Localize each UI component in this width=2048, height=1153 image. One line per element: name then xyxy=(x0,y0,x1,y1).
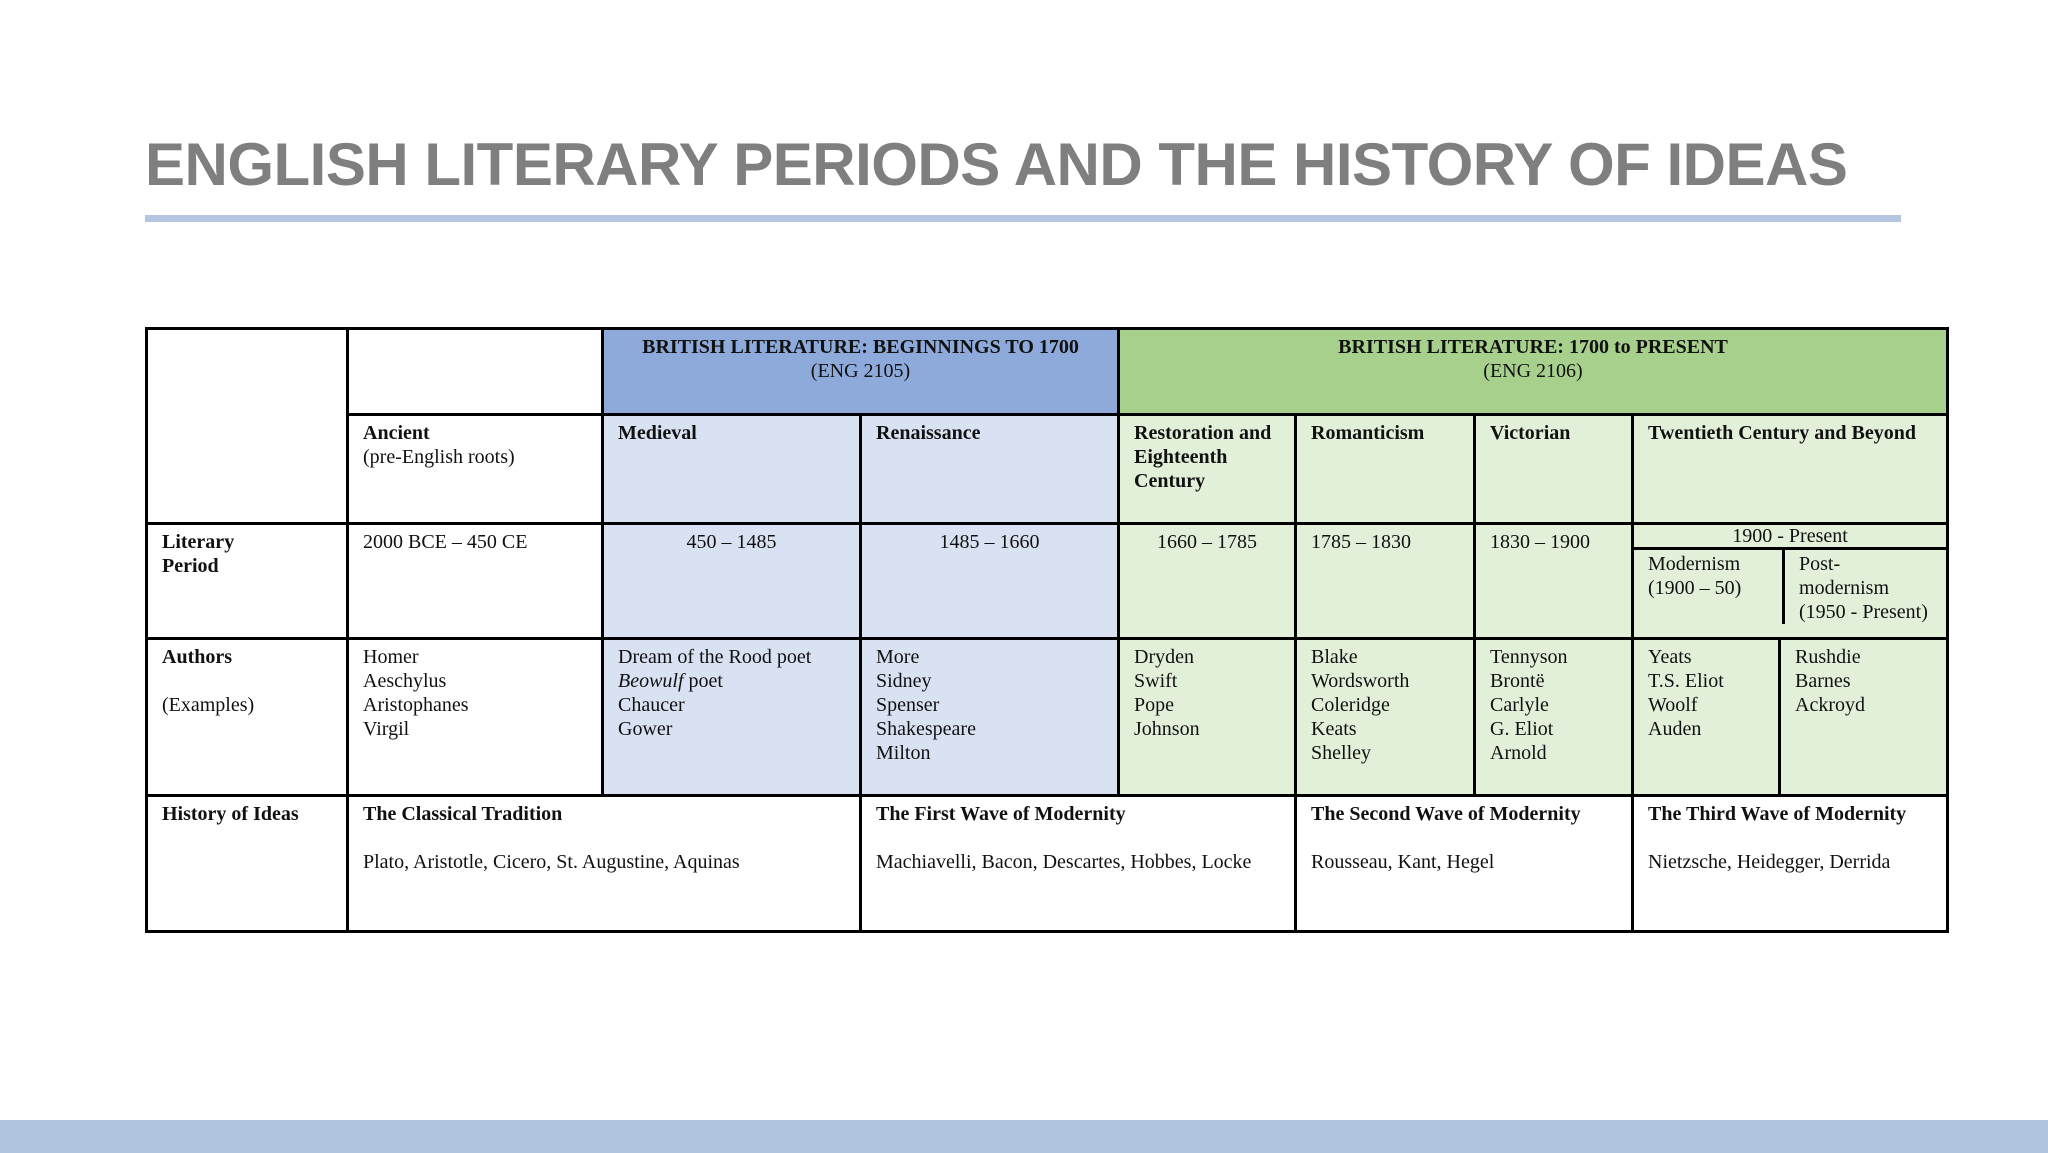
ideas-thinkers: Plato, Aristotle, Cicero, St. Augustine, Aquinas xyxy=(363,851,740,873)
course-header-row xyxy=(147,329,1948,415)
author-name: Shelley xyxy=(1311,742,1372,764)
dates-medieval: 450 – 1485 xyxy=(603,524,861,639)
literary-period-row xyxy=(147,524,1948,639)
author-name: Rushdie xyxy=(1795,646,1861,668)
blank-header-cell xyxy=(348,329,603,415)
author-name: Gower xyxy=(618,718,673,740)
postmodernism-cell xyxy=(1785,550,1942,624)
ideas-third-wave xyxy=(1633,796,1948,932)
modernism-name: Modernism xyxy=(1648,553,1741,575)
author-name: Yeats xyxy=(1648,646,1692,668)
postmodernism-line2: modernism xyxy=(1799,577,1890,599)
author-beowulf xyxy=(618,669,845,693)
course-code: (ENG 2105) xyxy=(810,360,911,382)
beowulf-suffix: poet xyxy=(683,670,723,692)
author-name: Sidney xyxy=(876,670,932,692)
literary-periods-table xyxy=(145,327,1949,933)
author-name: Barnes xyxy=(1795,670,1851,692)
period-ancient xyxy=(348,415,603,524)
author-name: Spenser xyxy=(876,694,940,716)
author-name: Dream of the Rood poet xyxy=(618,646,812,668)
author-name: Aeschylus xyxy=(363,670,447,692)
course-code: (ENG 2106) xyxy=(1483,360,1583,382)
authors-restoration xyxy=(1119,639,1296,796)
ideas-first-wave xyxy=(861,796,1296,932)
footer-bar xyxy=(0,1120,2048,1153)
row-label-literary-period: Literary Period xyxy=(147,524,348,639)
course-title: BRITISH LITERATURE: BEGINNINGS TO 1700 xyxy=(642,336,1079,358)
authors-label: Authors xyxy=(162,646,233,668)
author-name: Tennyson xyxy=(1490,646,1568,668)
author-name: More xyxy=(876,646,920,668)
authors-renaissance xyxy=(861,639,1119,796)
dates-restoration: 1660 – 1785 xyxy=(1119,524,1296,639)
period-renaissance: Renaissance xyxy=(861,415,1119,524)
author-name: Dryden xyxy=(1134,646,1194,668)
postmodernism-dates: (1950 - Present) xyxy=(1799,601,1928,623)
author-name: Aristophanes xyxy=(363,694,469,716)
period-name-row xyxy=(147,415,1948,524)
authors-ancient xyxy=(348,639,603,796)
ideas-second-wave xyxy=(1296,796,1633,932)
dates-victorian: 1830 – 1900 xyxy=(1475,524,1633,639)
author-name: Woolf xyxy=(1648,694,1698,716)
author-name: Carlyle xyxy=(1490,694,1549,716)
history-of-ideas-row xyxy=(147,796,1948,932)
period-name: Ancient xyxy=(363,422,430,444)
author-name: Virgil xyxy=(363,718,410,740)
course-title: BRITISH LITERATURE: 1700 to PRESENT xyxy=(1338,336,1728,358)
row-label-history-of-ideas: History of Ideas xyxy=(147,796,348,932)
dates-ancient: 2000 BCE – 450 CE xyxy=(348,524,603,639)
title-underline xyxy=(145,215,1901,222)
period-twentieth: Twentieth Century and Beyond xyxy=(1633,415,1948,524)
author-name: Blake xyxy=(1311,646,1358,668)
authors-row xyxy=(147,639,1948,796)
author-name: Wordsworth xyxy=(1311,670,1410,692)
author-name: Milton xyxy=(876,742,931,764)
row-label-authors xyxy=(147,639,348,796)
modernism-dates: (1900 – 50) xyxy=(1648,577,1742,599)
period-victorian: Victorian xyxy=(1475,415,1633,524)
period-medieval: Medieval xyxy=(603,415,861,524)
authors-note: (Examples) xyxy=(162,694,255,716)
ideas-thinkers: Rousseau, Kant, Hegel xyxy=(1311,851,1495,873)
author-name: Pope xyxy=(1134,694,1175,716)
course-header-early xyxy=(603,329,1119,415)
beowulf-title: Beowulf xyxy=(618,670,684,692)
period-romanticism: Romanticism xyxy=(1296,415,1475,524)
author-name: Keats xyxy=(1311,718,1357,740)
ideas-title: The Second Wave of Modernity xyxy=(1311,803,1581,825)
author-name: Coleridge xyxy=(1311,694,1390,716)
author-name: Brontë xyxy=(1490,670,1545,692)
authors-romanticism xyxy=(1296,639,1475,796)
slide-title: ENGLISH LITERARY PERIODS AND THE HISTORY OF IDEAS xyxy=(145,131,1848,198)
ideas-title: The First Wave of Modernity xyxy=(876,803,1126,825)
author-name: Chaucer xyxy=(618,694,685,716)
author-name: Ackroyd xyxy=(1795,694,1865,716)
ideas-thinkers: Nietzsche, Heidegger, Derrida xyxy=(1648,851,1891,873)
authors-postmodernism xyxy=(1780,639,1948,796)
authors-modernism xyxy=(1633,639,1780,796)
period-restoration: Restoration and Eighteenth Century xyxy=(1119,415,1296,524)
ideas-title: The Third Wave of Modernity xyxy=(1648,803,1907,825)
corner-cell xyxy=(147,329,348,524)
author-name: G. Eliot xyxy=(1490,718,1554,740)
author-name: Swift xyxy=(1134,670,1178,692)
period-note: (pre-English roots) xyxy=(363,446,515,468)
ideas-title: The Classical Tradition xyxy=(363,803,563,825)
author-name: Homer xyxy=(363,646,419,668)
author-name: Shakespeare xyxy=(876,718,976,740)
author-name: Auden xyxy=(1648,718,1702,740)
postmodernism-line1: Post- xyxy=(1799,553,1841,575)
ideas-thinkers: Machiavelli, Bacon, Descartes, Hobbes, Locke xyxy=(876,851,1252,873)
dates-twentieth xyxy=(1633,524,1948,639)
dates-renaissance: 1485 – 1660 xyxy=(861,524,1119,639)
course-header-late xyxy=(1119,329,1948,415)
author-name: T.S. Eliot xyxy=(1648,670,1724,692)
authors-medieval xyxy=(603,639,861,796)
author-name: Johnson xyxy=(1134,718,1200,740)
modernism-cell xyxy=(1634,550,1785,624)
ideas-classical xyxy=(348,796,861,932)
authors-victorian xyxy=(1475,639,1633,796)
dates-romanticism: 1785 – 1830 xyxy=(1296,524,1475,639)
author-name: Arnold xyxy=(1490,742,1547,764)
twentieth-range: 1900 - Present xyxy=(1634,525,1946,550)
